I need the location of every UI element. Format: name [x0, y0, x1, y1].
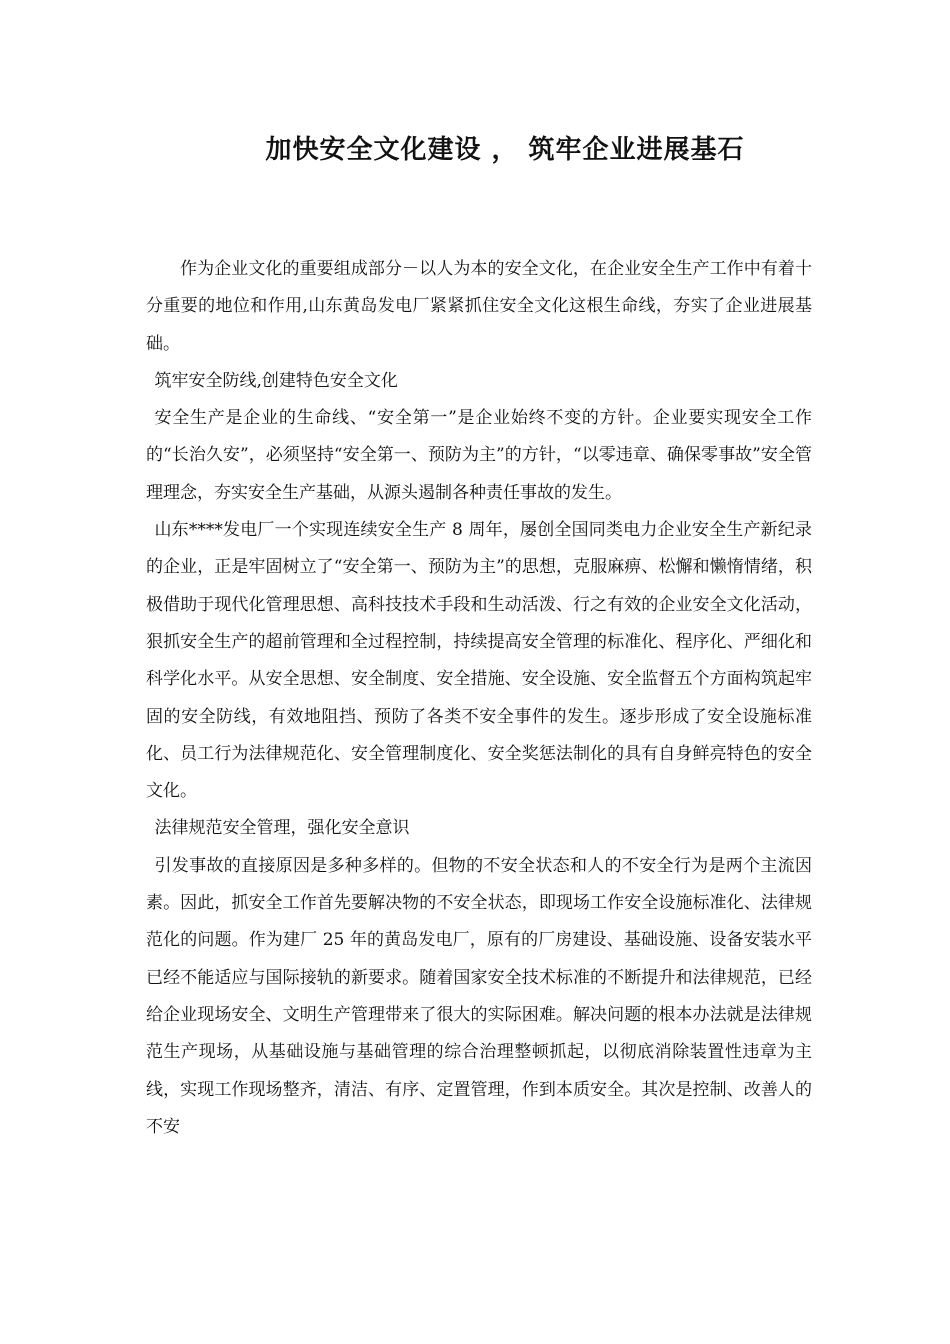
document-title: 加快安全文化建设 ， 筑牢企业进展基石 — [265, 135, 745, 165]
paragraph-power-plant-record: 山东****发电厂一个实现连续安全生产 8 周年，屡创全国同类电力企业安全生产新纪录的企业，正是牢固树立了“安全第一、预防为主”的思想，克服麻痹、松懈和懒惰情绪，积极借助于现代化管理思想、高科技技术手段和生动活泼、行之有效的企业安全文化活动，狠抓安全生产的超前管理和全过程控制，持续提高安全管理的标准化、程序化、严细化和科学化水平。从安全思想、安全制度、安全措施、安全设施、安全监督五个方面构筑起牢固的安全防线，有效地阻挡、预防了各类不安全事件的发生。逐步形成了安全设施标准化、员工行为法律规范化、安全管理制度化、安全奖惩法制化的具有自身鲜亮特色的安全文化。 — [146, 520, 812, 802]
paragraph-intro: 作为企业文化的重要组成部分－以人为本的安全文化，在企业安全生产工作中有着十分重要的地位和作用,山东黄岛发电厂紧紧抓住安全文化这根生命线，夯实了企业进展基础。 — [146, 259, 812, 354]
section-heading-safety-defense: 筑牢安全防线,创建特色安全文化 — [154, 370, 398, 391]
paragraph-safety-lifeline: 安全生产是企业的生命线、“安全第一”是企业始终不变的方针。企业要实现安全工作的“长治久安”，必须坚持“安全第一、预防为主”的方针，“以零违章、确保零事故”安全管理理念，夯实安全生产基础，从源头遏制各种责任事故的发生。 — [146, 408, 812, 503]
section-heading-safety-management: 法律规范安全管理，强化安全意识 — [154, 818, 410, 839]
paragraph-accident-causes: 引发事故的直接原因是多种多样的。但物的不安全状态和人的不安全行为是两个主流因素。因此，抓安全工作首先要解决物的不安全状态，即现场工作安全设施标准化、法律规范化的问题。作为建厂 25 年的黄岛发电厂，原有的厂房建设、基础设施、设备安装水平已经不能适应与国际接轨的新要求。随着国家安全技术标准的不断提升和法律规范，已经给企业现场安全、文明生产管理带来了很大的实际困难。解决问题的根本办法就是法律规范生产现场，从基础设施与基础管理的综合治理整顿抓起，以彻底消除装置性违章为主线，实现工作现场整齐，清洁、有序、定置管理，作到本质安全。其次是控制、改善人的不安 — [146, 855, 812, 1137]
document-body — [146, 251, 812, 1146]
